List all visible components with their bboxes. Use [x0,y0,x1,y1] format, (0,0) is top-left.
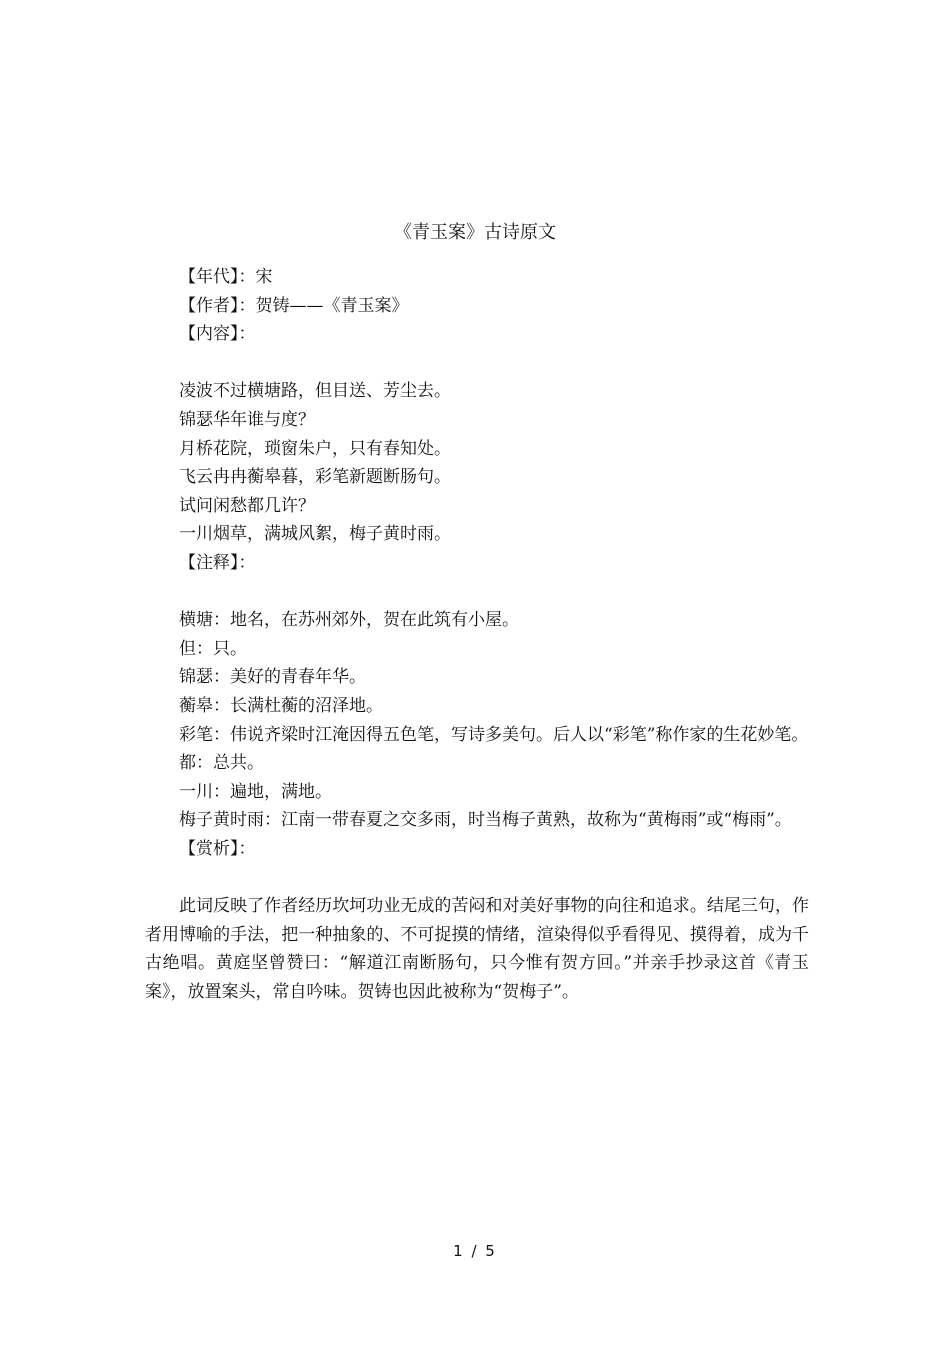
appreciation-paragraph: 此词反映了作者经历坎坷功业无成的苦闷和对美好事物的向往和追求。结尾三句，作者用博喻的手法，把一种抽象的、不可捉摸的情绪，渲染得似乎看得见、摸得着，成为千古绝唱。黄庭坚曾赞曰：“解道江南断肠句，只今惟有贺方回。”并亲手抄录这首《青玉案》，放置案头，常自吟味。贺铸也因此被称为“贺梅子”。 [145,896,809,1002]
note-item: 锦瑟：美好的青春年华。 [179,667,366,688]
poem-line: 锦瑟华年谁与度？ [179,409,315,430]
spacer [145,349,809,378]
note-item: 但：只。 [179,638,247,659]
poem-line: 试问闲愁都几许？ [179,495,315,516]
page-number: 1 / 5 [453,1242,497,1260]
poem-line: 一川烟草，满城风絮，梅子黄时雨。 [179,524,451,545]
document-body [145,263,809,1006]
note-item: 蘅皋：长满杜蘅的沼泽地。 [179,695,383,716]
poem-line: 月桥花院，琐窗朱户，只有春知处。 [179,438,451,459]
spacer [145,578,809,607]
page-title: 《青玉案》古诗原文 [394,222,556,243]
note-item: 都：总共。 [179,753,264,774]
poem-line: 飞云冉冉蘅皋暮，彩笔新题断肠句。 [179,467,451,488]
note-item: 一川：遍地，满地。 [179,781,332,802]
content-label: 【内容】： [179,324,256,345]
spacer [145,863,809,892]
notes-label: 【注释】： [179,552,256,573]
note-item: 彩笔：伟说齐梁时江淹因得五色笔，写诗多美句。后人以“彩笔”称作家的生花妙笔。 [179,724,809,745]
note-item: 横塘：地名，在苏州郊外，贺在此筑有小屋。 [179,610,519,631]
poem-line: 凌波不过横塘路，但目送、芳尘去。 [179,381,451,402]
era-line: 【年代】：宋 [179,267,273,287]
note-item: 梅子黄时雨：江南一带春夏之交多雨，时当梅子黄熟，故称为“黄梅雨”或“梅雨”。 [179,810,792,831]
appreciation-label: 【赏析】： [179,838,256,859]
author-line: 【作者】：贺铸——《青玉案》 [179,295,409,316]
